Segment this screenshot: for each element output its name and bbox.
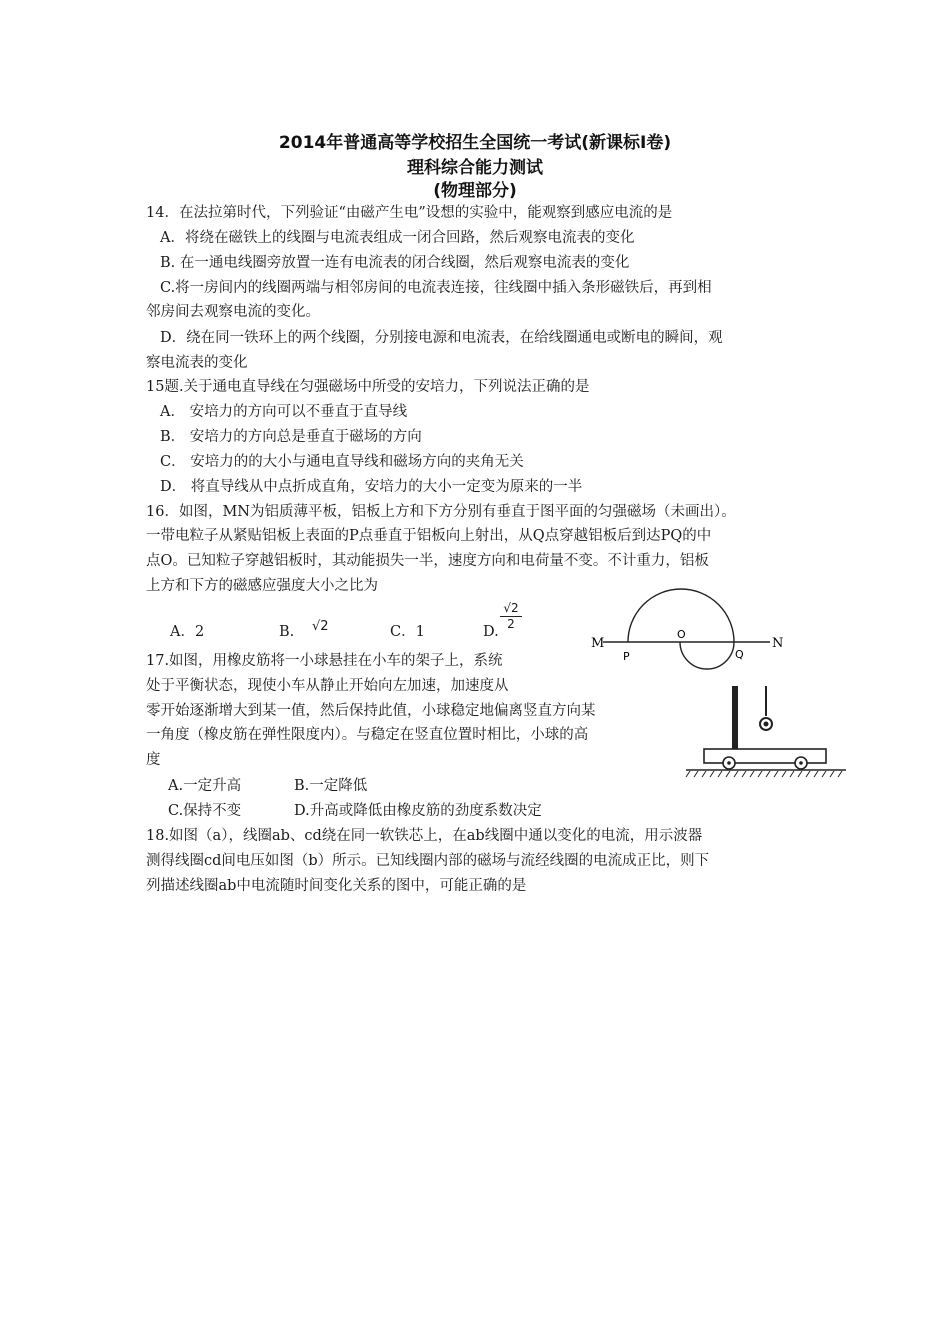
wheel-hub-right xyxy=(799,761,803,765)
q16-option-d-numerator: √2 xyxy=(503,601,519,615)
q17-stem-line5: 度 xyxy=(146,752,161,768)
q14-stem: 14．在法拉第时代，下列验证“由磁产生电”设想的实验中，能观察到感应电流的是 xyxy=(146,205,673,221)
wheel-hub-left xyxy=(727,761,731,765)
q17-cart-figure xyxy=(684,680,848,785)
q14-option-b: B. 在一通电线圈旁放置一连有电流表的闭合线圈，然后观察电流表的变化 xyxy=(160,255,630,271)
q16-option-c: C．1 xyxy=(390,624,425,640)
q17-stem-line3: 零开始逐渐增大到某一值，然后保持此值，小球稳定地偏离竖直方向某 xyxy=(146,703,596,719)
q17-option-b: B.一定降低 xyxy=(294,778,368,794)
q15-option-a: A． 安培力的方向可以不垂直于直导线 xyxy=(160,404,408,420)
q16-stem-line4: 上方和下方的磁感应强度大小之比为 xyxy=(146,578,378,594)
label-n: N xyxy=(772,636,784,651)
lower-arc xyxy=(680,642,734,669)
q14-option-a: A．将绕在磁铁上的线圈与电流表组成一闭合回路，然后观察电流表的变化 xyxy=(160,230,635,246)
q17-option-c: C.保持不变 xyxy=(168,803,242,819)
cart-frame-post xyxy=(732,686,738,749)
ball-center xyxy=(764,722,769,727)
q17-option-a: A.一定升高 xyxy=(168,778,242,794)
q14-option-d-line2: 察电流表的变化 xyxy=(146,355,248,371)
label-m: M xyxy=(591,636,605,651)
label-q: Q xyxy=(735,648,744,661)
q14-option-c-line1: C.将一房间内的线圈两端与相邻房间的电流表连接，往线圈中插入条形磁铁后，再到相 xyxy=(160,280,712,296)
q16-stem-line3: 点O。已知粒子穿越铝板时，其动能损失一半，速度方向和电荷量不变。不计重力，铝板 xyxy=(146,553,709,569)
q15-option-d: D． 将直导线从中点折成直角，安培力的大小一定变为原来的一半 xyxy=(160,479,583,495)
q16-option-b-label: B. xyxy=(279,624,295,640)
exam-subtitle: 理科综合能力测试 xyxy=(407,158,543,178)
q16-option-d-denominator: 2 xyxy=(507,617,515,631)
q16-option-a: A．2 xyxy=(170,624,205,640)
q17-stem-line4: 一角度（橡皮筋在弹性限度内）。与稳定在竖直位置时相比，小球的高 xyxy=(146,727,589,743)
q18-stem-line2: 测得线圈cd间电压如图（b）所示。已知线圈内部的磁场与流经线圈的电流成正比，则下 xyxy=(146,853,710,869)
q16-option-d-label: D. xyxy=(483,624,499,640)
exam-section: (物理部分) xyxy=(433,181,517,201)
label-p: P xyxy=(623,650,630,663)
q16-option-d-fraction xyxy=(500,602,522,631)
q15-stem: 15题.关于通电直导线在匀强磁场中所受的安培力，下列说法正确的是 xyxy=(146,379,590,395)
q17-option-d: D.升高或降低由橡皮筋的劲度系数决定 xyxy=(294,803,542,819)
q15-option-c: C． 安培力的的大小与通电直导线和磁场方向的夹角无关 xyxy=(160,454,524,470)
q16-option-b-value: √2 xyxy=(312,619,329,634)
q18-stem-line1: 18.如图（a），线圈ab、cd绕在同一软铁芯上，在ab线圈中通以变化的电流，用示波器 xyxy=(146,828,703,844)
label-o: O xyxy=(677,628,686,641)
cart-body xyxy=(704,749,826,763)
q15-option-b: B． 安培力的方向总是垂直于磁场的方向 xyxy=(160,429,422,445)
q16-trajectory-figure xyxy=(585,580,785,690)
ground-hatching xyxy=(686,771,842,777)
q14-option-c-line2: 邻房间去观察电流的变化。 xyxy=(146,304,320,320)
q14-option-d-line1: D．绕在同一铁环上的两个线圈，分别接电源和电流表，在给线圈通电或断电的瞬间，观 xyxy=(160,330,723,346)
q17-stem-line1: 17.如图，用橡皮筋将一小球悬挂在小车的架子上，系统 xyxy=(146,653,503,669)
q18-stem-line3: 列描述线圈ab中电流随时间变化关系的图中，可能正确的是 xyxy=(146,878,527,894)
q16-stem-line1: 16．如图，MN为铝质薄平板，铝板上方和下方分别有垂直于图平面的匀强磁场（未画出）。 xyxy=(146,504,736,520)
exam-title: 2014年普通高等学校招生全国统一考试(新课标Ⅰ卷) xyxy=(278,133,672,153)
q17-stem-line2: 处于平衡状态，现使小车从静止开始向左加速，加速度从 xyxy=(146,678,509,694)
q16-stem-line2: 一带电粒子从紧贴铝板上表面的P点垂直于铝板向上射出，从Q点穿越铝板后到达PQ的中 xyxy=(146,528,712,544)
